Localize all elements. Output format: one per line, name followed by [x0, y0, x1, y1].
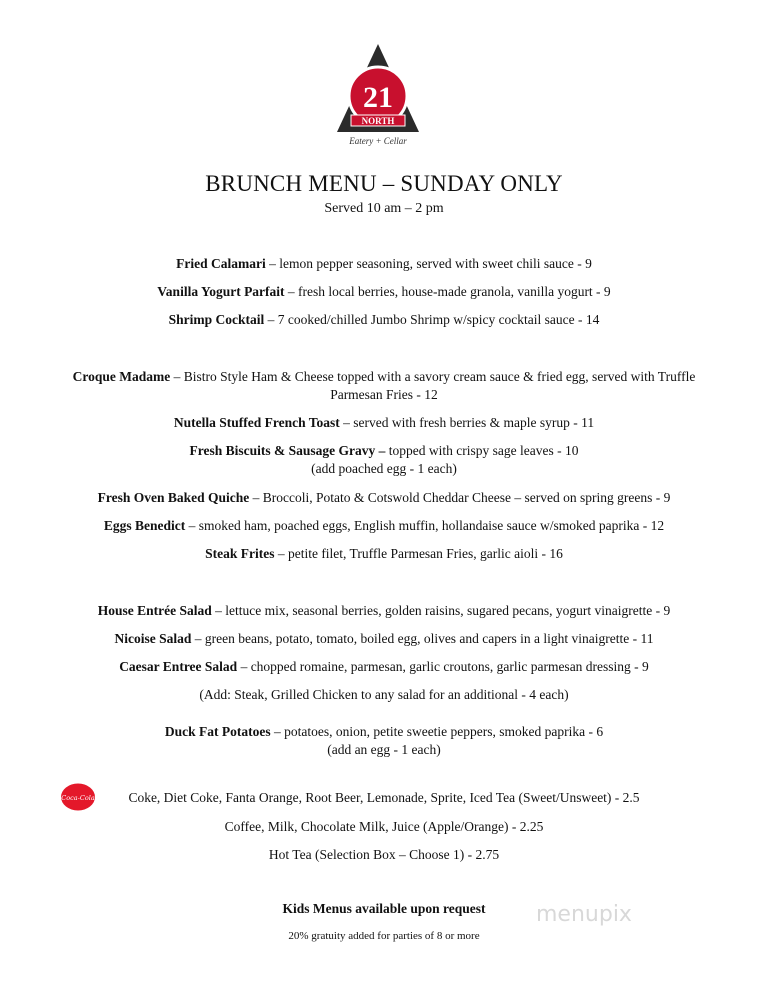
item-desc: – chopped romaine, parmesan, garlic croutons, garlic parmesan dressing - 9 [237, 659, 649, 674]
menu-item [0, 544, 768, 563]
item-name: Vanilla Yogurt Parfait [157, 284, 285, 299]
menu-item [0, 722, 768, 741]
item-desc: topped with crispy sage leaves - 10 [385, 443, 579, 458]
item-name: Croque Madame [72, 369, 171, 384]
drink-line: Coke, Diet Coke, Fanta Orange, Root Beer, Lemonade, Sprite, Iced Tea (Sweet/Unsweet) - 2.5 [128, 790, 640, 805]
item-desc: – green beans, potato, tomato, boiled egg, olives and capers in a light vinaigrette - 11 [191, 631, 654, 646]
menu-item [0, 413, 768, 432]
item-desc-line2: (add an egg - 1 each) [327, 742, 441, 757]
item-name: Fried Calamari [176, 256, 266, 271]
item-desc: – smoked ham, poached eggs, English muffin, hollandaise sauce w/smoked paprika - 12 [185, 518, 665, 533]
gratuity-note: 20% gratuity added for parties of 8 or more [288, 930, 480, 942]
item-desc-line2: (add poached egg - 1 each) [311, 461, 457, 476]
item-desc: (Add: Steak, Grilled Chicken to any salad for an additional - 4 each) [199, 687, 569, 702]
menu-item [0, 254, 768, 273]
item-desc: – 7 cooked/chilled Jumbo Shrimp w/spicy cocktail sauce - 14 [264, 312, 600, 327]
item-name: Nicoise Salad [114, 631, 192, 646]
item-name: Fresh Biscuits & Sausage Gravy – [189, 443, 386, 458]
item-name: Fresh Oven Baked Quiche [97, 490, 250, 505]
menu-item [0, 441, 768, 460]
item-desc: – Broccoli, Potato & Cotswold Cheddar Cheese – served on spring greens - 9 [249, 490, 671, 505]
menu-item [0, 516, 768, 535]
item-desc: – Bistro Style Ham & Cheese topped with a savory cream sauce & fried egg, served with Truffle [170, 369, 696, 384]
logo-number: 21 [363, 81, 393, 114]
item-desc-line2: Parmesan Fries - 12 [330, 387, 438, 402]
item-desc: – petite filet, Truffle Parmesan Fries, garlic aioli - 16 [274, 546, 563, 561]
item-desc: – lemon pepper seasoning, served with sweet chili sauce - 9 [265, 256, 592, 271]
kids-menu-note: Kids Menus available upon request [282, 901, 486, 916]
menu-item [0, 629, 768, 648]
menu-item [0, 310, 768, 329]
item-name: Steak Frites [205, 546, 275, 561]
item-desc: – potatoes, onion, petite sweetie peppers, smoked paprika - 6 [270, 724, 604, 739]
menu-item [0, 367, 768, 386]
drink-line: Hot Tea (Selection Box – Choose 1) - 2.75 [268, 847, 500, 862]
item-name: House Entrée Salad [97, 603, 212, 618]
restaurant-logo-icon [337, 44, 419, 150]
page-title: BRUNCH MENU – SUNDAY ONLY [205, 171, 563, 196]
item-name: Shrimp Cocktail [168, 312, 265, 327]
item-desc: – lettuce mix, seasonal berries, golden raisins, sugared pecans, yogurt vinaigrette - 9 [211, 603, 671, 618]
item-name: Caesar Entree Salad [119, 659, 238, 674]
coke-logo-text: Coca-Cola [61, 794, 95, 802]
menu-note [0, 685, 768, 704]
item-name: Nutella Stuffed French Toast [173, 415, 340, 430]
watermark-text: menupix [536, 902, 632, 927]
menu-item [0, 282, 768, 301]
page-subtitle: Served 10 am – 2 pm [324, 201, 444, 216]
item-desc: – fresh local berries, house-made granola, vanilla yogurt - 9 [284, 284, 611, 299]
menu-item [0, 601, 768, 620]
item-name: Duck Fat Potatoes [164, 724, 271, 739]
menupix-watermark-icon [534, 893, 654, 933]
item-name: Eggs Benedict [103, 518, 186, 533]
logo-tagline: Eatery + Cellar [349, 136, 407, 146]
logo-name: NORTH [361, 116, 395, 126]
menu-item [0, 657, 768, 676]
menu-item [0, 488, 768, 507]
item-desc: – served with fresh berries & maple syrup - 11 [339, 415, 595, 430]
drink-line: Coffee, Milk, Chocolate Milk, Juice (Apple/Orange) - 2.25 [224, 819, 544, 834]
